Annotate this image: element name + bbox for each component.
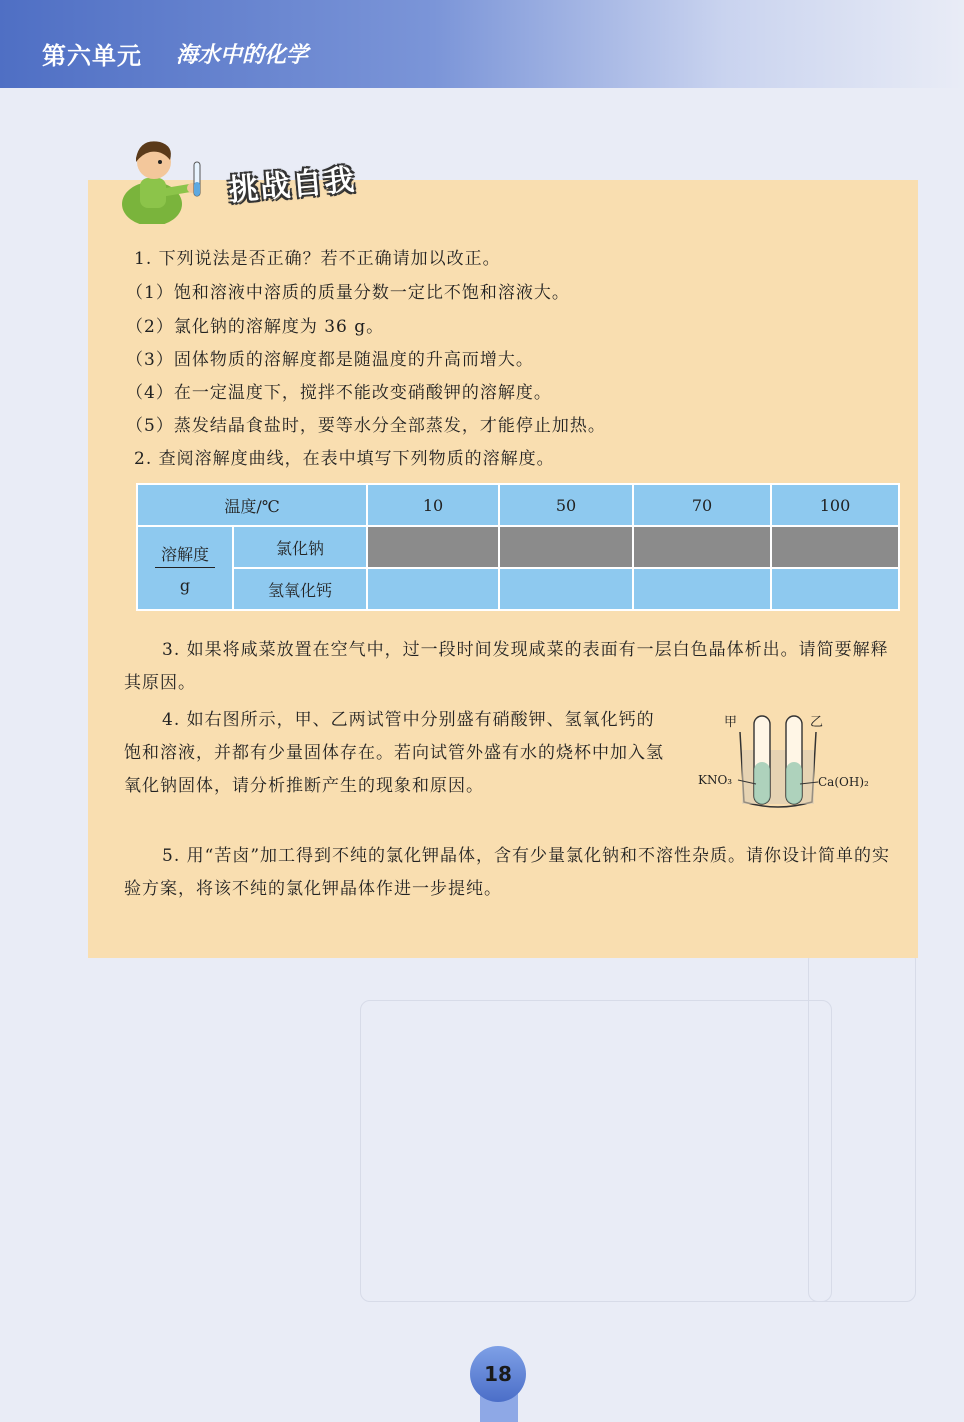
label-kno3: KNO₃ <box>698 773 733 787</box>
solubility-label-top: 溶解度 <box>155 542 215 568</box>
question-1-item-1: （1）饱和溶液中溶质的质量分数一定比不饱和溶液大。 <box>126 283 570 303</box>
cell-caoh2-10[interactable] <box>367 568 499 610</box>
question-1-item-2: （2）氯化钠的溶解度为 36 g。 <box>126 317 385 337</box>
unit-header <box>0 0 964 88</box>
student-icon <box>110 132 220 224</box>
section-title: 挑战自我 <box>227 162 358 209</box>
solubility-table <box>136 483 900 611</box>
tube-b-solution <box>786 762 802 804</box>
question-1-item-4: （4）在一定温度下，搅拌不能改变硝酸钾的溶解度。 <box>126 383 552 403</box>
question-3: 3. 如果将咸菜放置在空气中，过一段时间发现咸菜的表面有一层白色晶体析出。请简要解释其原因。 <box>124 640 889 693</box>
solubility-label <box>137 526 233 610</box>
question-2: 2. 查阅溶解度曲线，在表中填写下列物质的溶解度。 <box>134 449 555 469</box>
tube-a-label: 甲 <box>724 715 738 730</box>
cell-nacl-50[interactable] <box>499 526 633 568</box>
page-number: 18 <box>470 1346 526 1402</box>
cell-caoh2-100[interactable] <box>771 568 899 610</box>
cell-caoh2-70[interactable] <box>633 568 771 610</box>
beaker-water <box>742 750 814 804</box>
show-through-box <box>360 1000 832 1302</box>
unit-label: 第六单元 <box>42 42 142 70</box>
tube-b-label: 乙 <box>810 715 824 730</box>
cell-nacl-70[interactable] <box>633 526 771 568</box>
question-1-item-5: （5）蒸发结晶食盐时，要等水分全部蒸发，才能停止加热。 <box>126 416 606 436</box>
solubility-unit: g <box>179 575 191 595</box>
test-tube-figure <box>698 710 888 820</box>
temperature-10: 10 <box>367 484 499 526</box>
temperature-70: 70 <box>633 484 771 526</box>
tube-a-solution <box>754 762 770 804</box>
cell-nacl-100[interactable] <box>771 526 899 568</box>
question-1: 1. 下列说法是否正确？若不正确请加以改正。 <box>134 249 501 269</box>
substance-nacl: 氯化钠 <box>233 526 367 568</box>
question-4: 4. 如右图所示，甲、乙两试管中分别盛有硝酸钾、氢氧化钙的饱和溶液，并都有少量固体存在。若向试管外盛有水的烧杯中加入氢氧化钠固体，请分析推断产生的现象和原因。 <box>124 710 664 796</box>
label-caoh2: Ca(OH)₂ <box>818 775 869 789</box>
question-1-item-3: （3）固体物质的溶解度都是随温度的升高而增大。 <box>126 350 534 370</box>
cell-caoh2-50[interactable] <box>499 568 633 610</box>
substance-caoh2: 氢氧化钙 <box>233 568 367 610</box>
temperature-50: 50 <box>499 484 633 526</box>
question-5: 5. 用“苦卤”加工得到不纯的氯化钾晶体，含有少量氯化钠和不溶性杂质。请你设计简单的实验方案，将该不纯的氯化钾晶体作进一步提纯。 <box>124 846 891 899</box>
cell-nacl-10[interactable] <box>367 526 499 568</box>
temperature-header: 温度/℃ <box>137 484 367 526</box>
temperature-100: 100 <box>771 484 899 526</box>
unit-title: 海水中的化学 <box>176 43 309 68</box>
